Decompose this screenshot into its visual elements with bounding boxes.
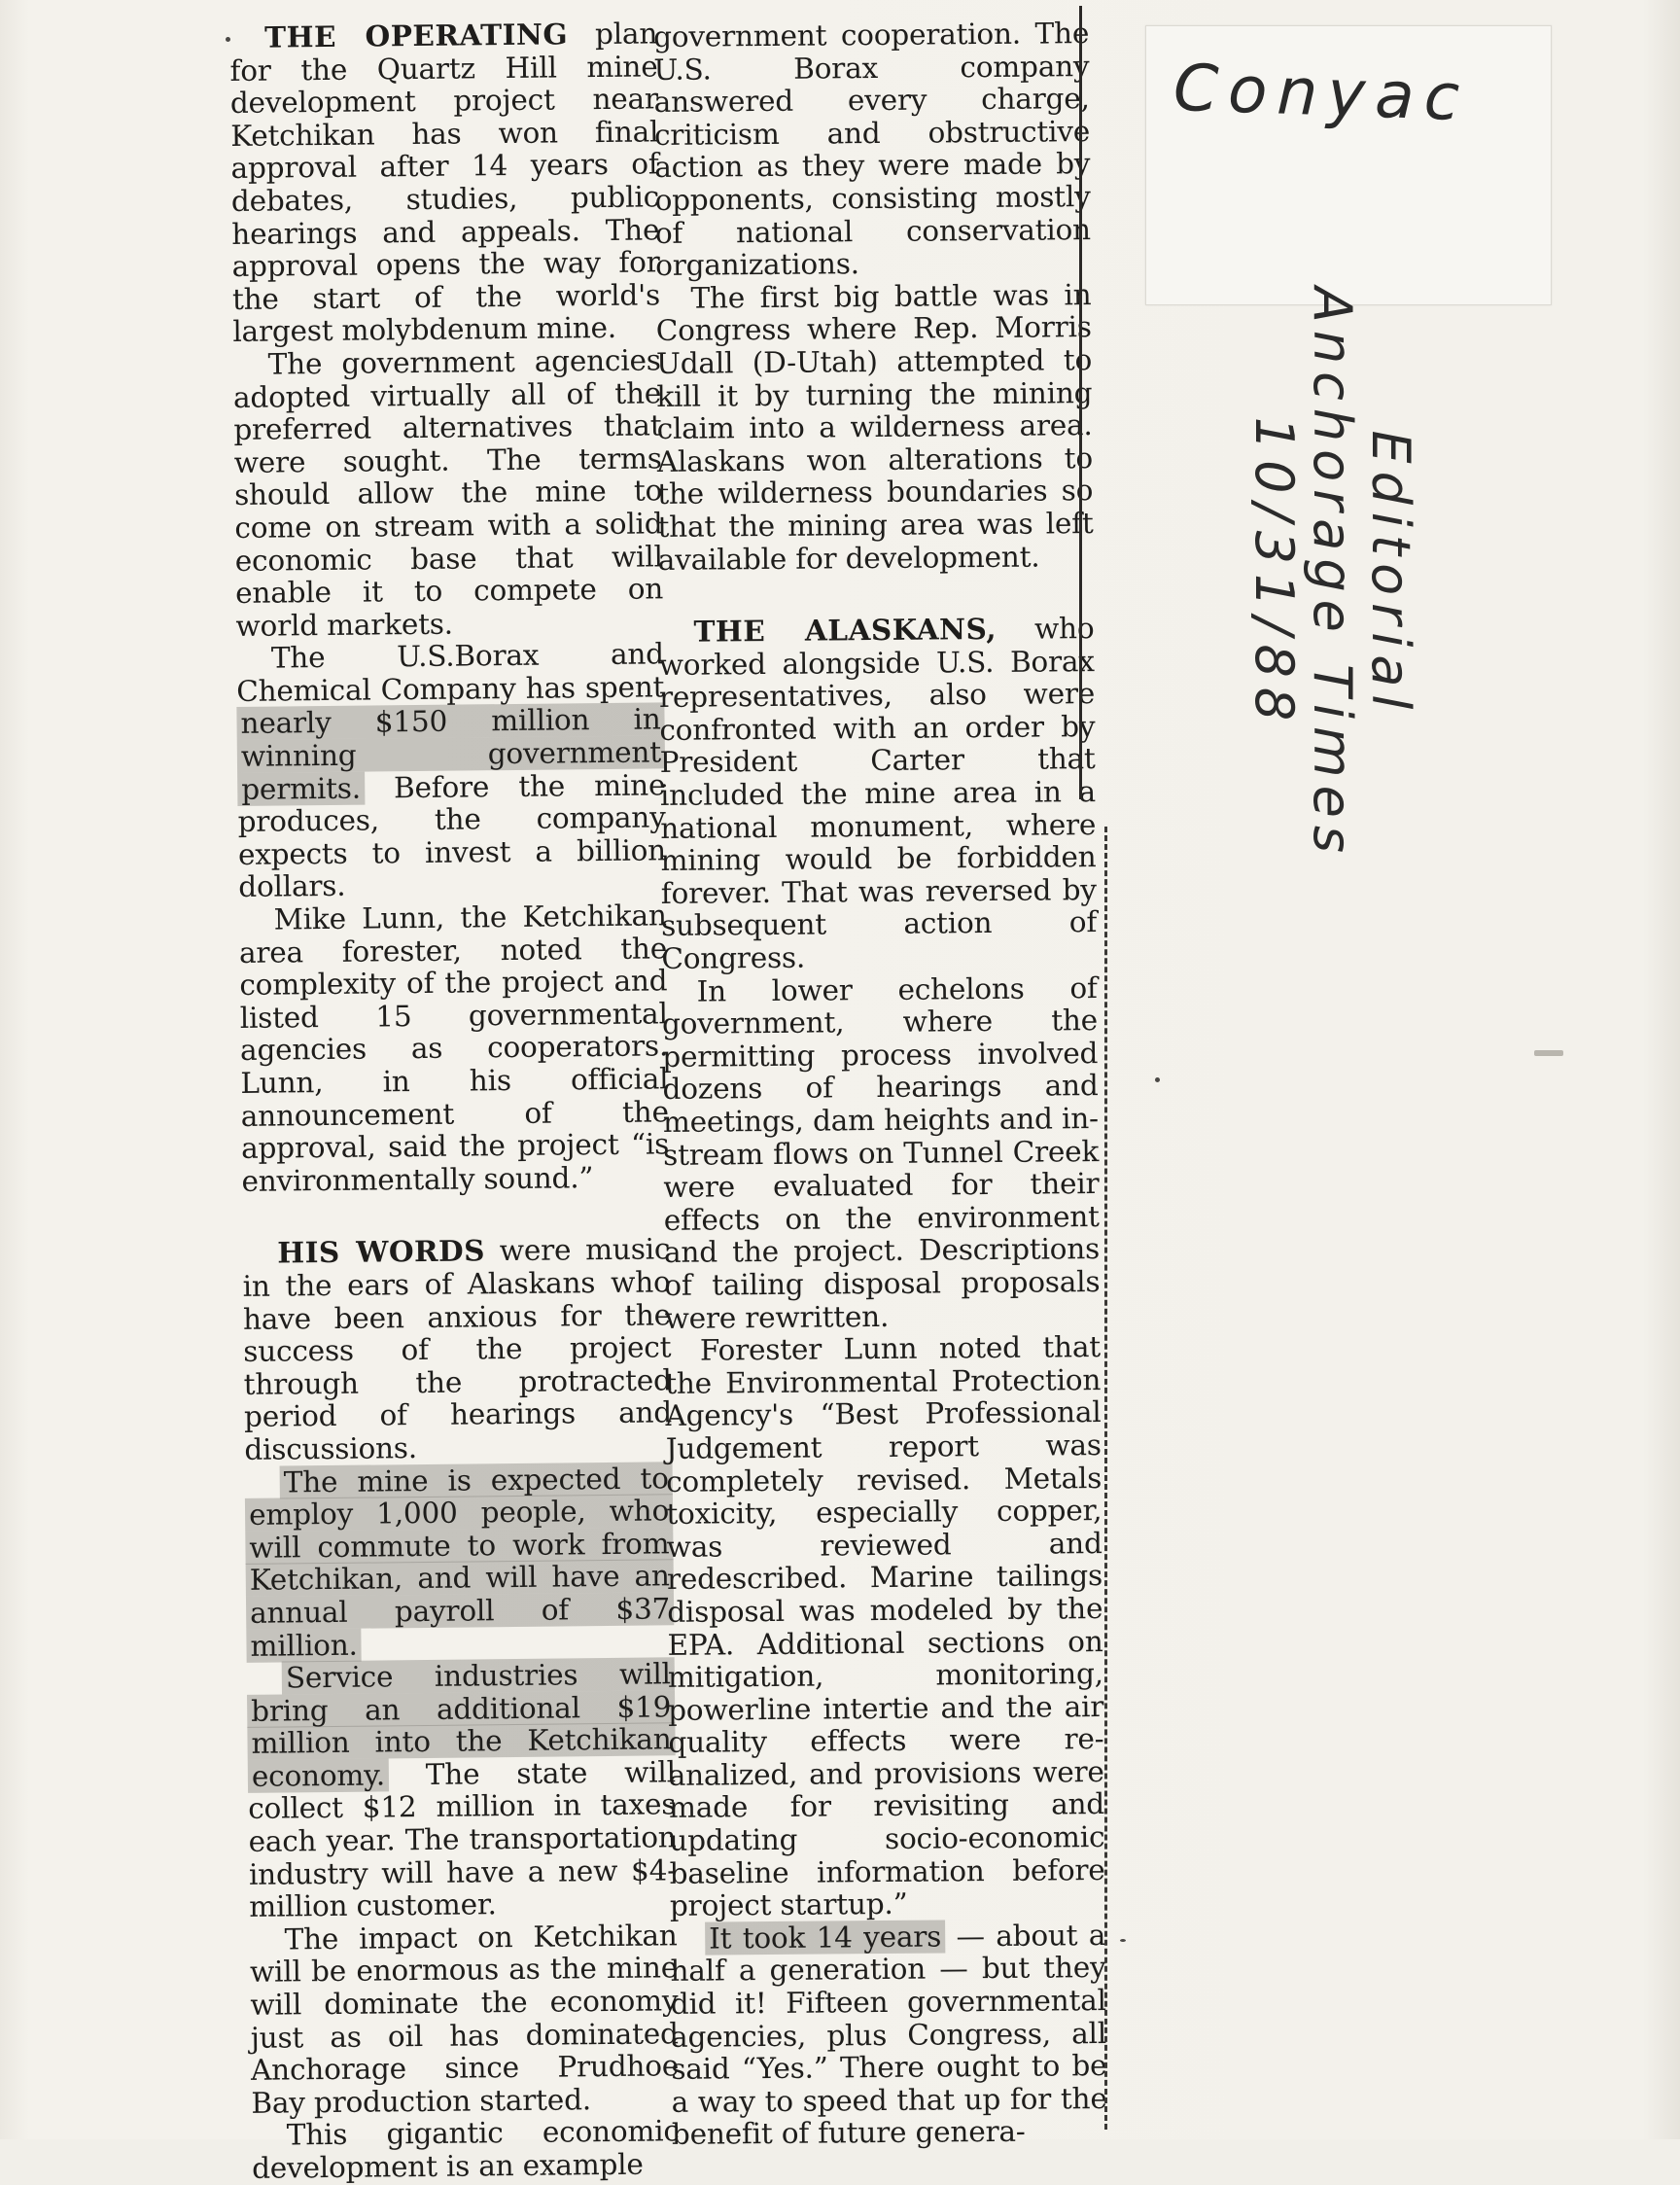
section-kicker: THE ALASKANS,	[693, 612, 998, 649]
section-kicker: THE OPERATING	[263, 17, 569, 54]
section-kicker: HIS WORDS	[277, 1233, 486, 1270]
print-speck	[226, 37, 230, 42]
paragraph-10: The first big battle was in Congress where Rep. Morris Udall (D-Utah) attempted to kill it by turning the mining claim into a wilderness area. Alaskans won alterations to the wilderness boundaries so that the mining area was left available for development.	[655, 277, 1094, 577]
sticky-note-handwriting: Conyac	[1172, 50, 1471, 136]
annotation-date: 10/31/88	[1243, 416, 1305, 731]
sticky-note	[1145, 25, 1552, 305]
print-speck	[1534, 1050, 1563, 1056]
column-rule-solid	[1079, 6, 1082, 799]
highlighted-passage: The mine is expected to employ 1,000 people, who will commute to work from Ketchikan, and will have an annual payroll of $37 million.	[245, 1462, 674, 1663]
paragraph-14: It took 14 years — about a half a generation — but they did it! Fifteen governmental agencies, plus Congress, all said “Yes.” There ought to be a way to speed that up for the benefit of future genera-	[670, 1918, 1107, 2152]
paragraph-1: THE OPERATING plan for the Quartz Hill mine development project near Ketchikan has won final approval after 14 years of debates, studies, public hearings and appeals. The approval opens the way for the start of the world's largest molybdenum mine.	[229, 17, 661, 349]
paragraph-13: Forester Lunn noted that the Environmental Protection Agency's “Best Professional Judgement report was completely revised. Metals toxicity, especially copper, was reviewed and redescribed. Marine tailings disposal was modeled by the EPA. Additional sections on mitigation, monitoring, powerline intertie and the air quality effects were re-analized, and provisions were made for revisiting and updating socio-economic baseline information before project startup.”	[665, 1330, 1105, 1923]
highlighted-passage: It took 14 years	[705, 1920, 945, 1955]
highlighted-passage: Service industries will bring an additional $19 million into the Ketchikan economy.	[247, 1657, 676, 1792]
paragraph-12: In lower echelons of government, where the permitting process involved dozens of hearings and meetings, dam heights and in-stream flows on Tunnel Creek were evaluated for their effects on the environment and the project. Descriptions of tailing disposal proposals were rewritten.	[661, 970, 1101, 1335]
paragraph-9: This gigantic economic development is an example	[251, 2114, 680, 2185]
paragraph-continued: government cooperation. The U.S. Borax company answered every charge, criticism and obstructive action as they were made by opponents, consisting mostly of national conservation organizations.	[652, 17, 1092, 283]
paragraph-2: The government agencies adopted virtually all of the preferred alternatives that were sought. The terms should allow the mine to come on stream with a solid economic base that will enable it to compete on world markets.	[232, 343, 664, 643]
paragraph-5: HIS WORDS were music in the ears of Alaskans who have been anxious for the success of the project through the protracted period of hearings and discussions.	[242, 1232, 673, 1466]
clipping-cut-line	[1104, 827, 1107, 2130]
paragraph-3: The U.S.Borax and Chemical Company has spent nearly $150 million in winning government permits. Before the mine produces, the company expects to invest a billion dollars.	[236, 637, 667, 904]
paragraph-8: The impact on Ketchikan will be enormous as the mine will dominate the economy just as oil has dominated Anchorage since Prudhoe Bay production started.	[249, 1919, 680, 2120]
print-speck	[1120, 1939, 1126, 1942]
paragraph-6	[245, 1463, 675, 1663]
paragraph-4: Mike Lunn, the Ketchikan area forester, noted the complexity of the project and listed 15 governmental agencies as cooperators. Lunn, in his official announcement of the approval, said the project “is environmentally sound.”	[238, 899, 670, 1198]
paragraph-11: THE ALASKANS, who worked alongside U.S. Borax representatives, also were confronted with an order by President Carter that included the mine area in a national monument, where mining would be forbidden forever. That was reversed by subsequent action of Congress.	[658, 612, 1098, 975]
highlighted-passage: nearly $150 million in winning government permits.	[236, 703, 665, 806]
article-column-2	[653, 18, 1107, 2152]
paragraph-7: Service industries will bring an additional $19 million into the Ketchikan economy. The state will collect $12 million in taxes each year. The transportation industry will have a new $4-million customer.	[248, 1657, 678, 1924]
annotation-line-1: Editorial	[1360, 430, 1421, 718]
print-speck	[1155, 1077, 1160, 1082]
article-column-1	[229, 17, 680, 2185]
annotation-line-2: Anchorage Times	[1302, 286, 1363, 862]
handwritten-source-annotation	[1244, 287, 1419, 861]
